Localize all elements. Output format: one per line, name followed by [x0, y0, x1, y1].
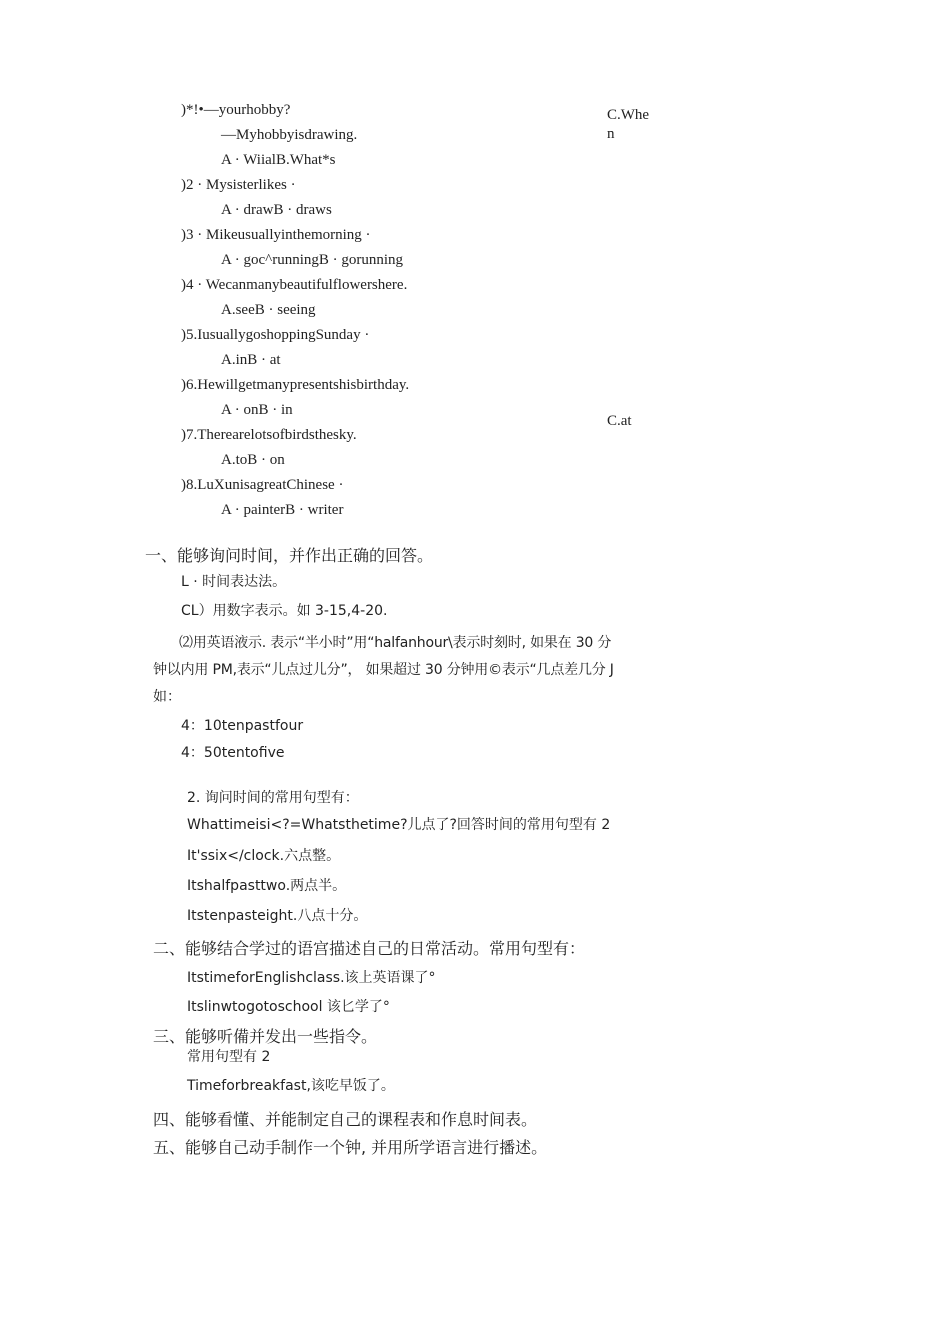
section-5-title: 五、能够自己动手制作一个钟, 并用所学语言进行播述。 [153, 1138, 548, 1157]
section-1-line-3: ⑵用英语液示. 表示“半小时”用“halfanhour\表示时刻时, 如果在 30 分 [179, 635, 612, 651]
options-8: A · painterB · writer [221, 502, 344, 518]
options-5: A.inB · at [221, 352, 281, 368]
section-2-line-2: Itslinwtogotoschool 该匕学了° [187, 999, 390, 1015]
section-1-line-5: 如： [153, 689, 181, 705]
options-1: A · WiialB.What*s [221, 152, 336, 168]
section-1-line-1: L · 时间表达法。 [181, 574, 287, 590]
subsection-2-line-2: It'ssix</clock.六点整。 [187, 848, 341, 864]
time-example-2: 4：50tentofive [181, 745, 285, 761]
section-1-title: 一、能够询问时间，并作出正确的回答。 [145, 546, 434, 565]
question-3: )3 · Mikeusuallyinthemorning · [181, 227, 371, 243]
question-1: )*!•—yourhobby? [181, 102, 291, 118]
section-3-line-1: 常用句型有 2 [187, 1049, 271, 1065]
subsection-2-line-1: Whattimeisi<?=Whatsthetime?儿点了?回答时间的常用句型有 2 [187, 817, 611, 833]
option-c-1-part1: C.Whe [607, 107, 650, 123]
options-7: A.toB · on [221, 452, 285, 468]
question-2: )2 · Mysisterlikes · [181, 177, 296, 193]
answer-1: —Myhobbyisdrawing. [221, 127, 358, 143]
question-6: )6.Hewillgetmanypresentshisbirthday. [181, 377, 410, 393]
section-3-line-2: Timeforbreakfast,该吃早饭了。 [187, 1078, 395, 1094]
time-example-1: 4：10tenpastfour [181, 718, 304, 734]
subsection-2-title: 2. 询问时间的常用句型有： [187, 790, 359, 806]
options-3: A · goc^runningB · gorunning [221, 252, 404, 268]
question-7: )7.Therearelotsofbirdsthesky. [181, 427, 357, 443]
section-3-title: 三、能够听備并发出一些指令。 [153, 1027, 378, 1046]
section-2-line-1: ItstimeforEnglishclass.该上英语课了° [187, 970, 436, 986]
section-1-line-4: 钟以内用 PM,表示“儿点过儿分”， 如果超过 30 分钟用©表示“几点差几分 J [153, 662, 614, 678]
options-4: A.seeB · seeing [221, 302, 316, 318]
options-6: A · onB · in [221, 402, 293, 418]
subsection-2-line-3: Itshalfpasttwo.两点半。 [187, 878, 347, 894]
subsection-2-line-4: Itstenpasteight.八点十分。 [187, 908, 368, 924]
question-8: )8.LuXunisagreatChinese · [181, 477, 344, 493]
question-5: )5.IusuallygoshoppingSunday · [181, 327, 370, 343]
section-4-title: 四、能够看懂、并能制定自己的课程表和作息时间表。 [153, 1110, 538, 1129]
section-2-title: 二、能够结合学过的语宫描述自己的日常活动。常用句型有： [153, 939, 586, 958]
options-2: A · drawB · draws [221, 202, 332, 218]
question-4: )4 · Wecanmanybeautifulflowershere. [181, 277, 408, 293]
section-1-line-2: CL）用数字表示。如 3-15,4-20. [181, 603, 388, 619]
option-c-1-part2: n [607, 126, 615, 142]
option-c-7: C.at [607, 413, 632, 429]
